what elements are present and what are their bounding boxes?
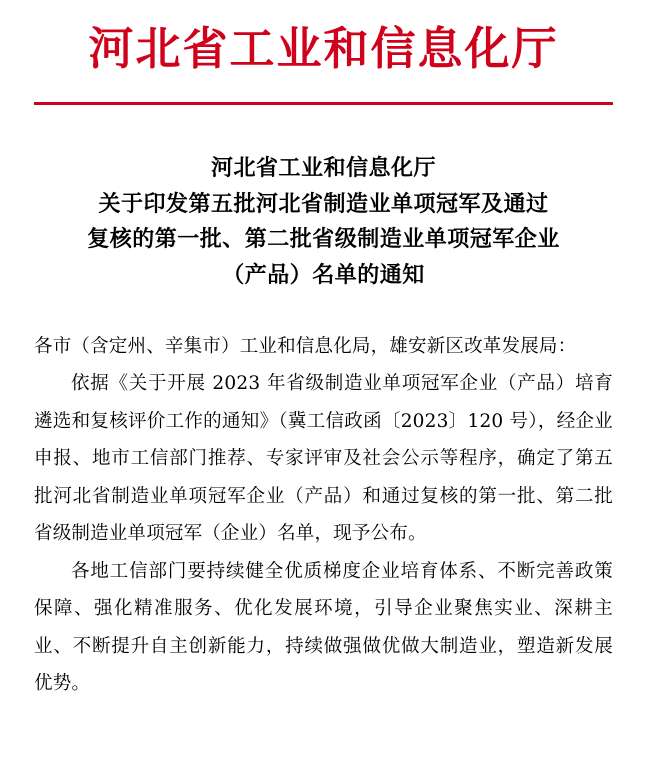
recipient-line: 各市（含定州、辛集市）工业和信息化局，雄安新区改革发展局： — [34, 335, 577, 357]
letterhead — [34, 0, 613, 105]
document-title — [34, 151, 613, 294]
document-title-line-3: 复核的第一批、第二批省级制造业单项冠军企业 — [87, 226, 560, 253]
letterhead-organization: 河北省工业和信息化厅 — [88, 22, 559, 75]
document-title-line-2: 关于印发第五批河北省制造业单项冠军及通过 — [98, 190, 549, 217]
body-paragraph-2: 各地工信部门要持续健全优质梯度企业培育体系、不断完善政策保障、强化精准服务、优化发展环境，引导企业聚焦实业、深耕主业、不断提升自主创新能力，持续做强做优做大制造业，塑造新发展优势。 — [34, 560, 613, 695]
letterhead-divider — [34, 102, 613, 105]
document-title-line-1: 河北省工业和信息化厅 — [210, 155, 436, 181]
document-body — [34, 328, 613, 703]
body-paragraph-1: 依据《关于开展 2023 年省级制造业单项冠军企业（产品）培育遴选和复核评价工作的通知》（冀工信政函〔2023〕120 号），经企业申报、地市工信部门推荐、专家评审及社会公示等程序，确定了第五批河北省制造业单项冠军企业（产品）和通过复核的第一批、第二批省级制造业单项冠军（企业）名单，现予公布。 — [34, 373, 613, 545]
document-title-line-4: （产品）名单的通知 — [222, 261, 425, 288]
